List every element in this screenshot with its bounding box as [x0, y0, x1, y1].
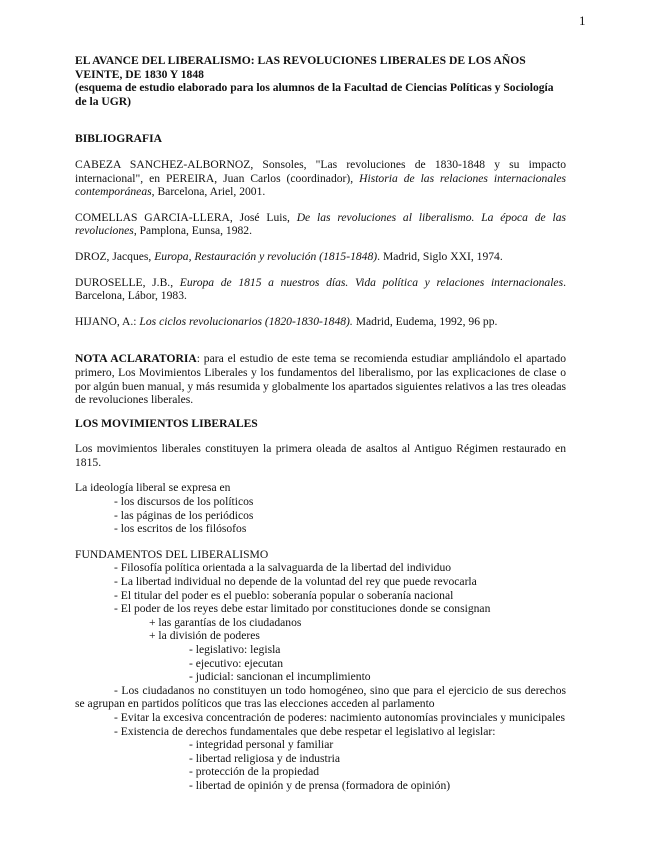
- list-item: - libertad religiosa y de industria: [189, 751, 340, 765]
- bibliography-entry: HIJANO, A.: Los ciclos revolucionarios (1820-1830-1848). Madrid, Eudema, 1992, 96 pp.: [75, 314, 498, 328]
- rights-list: [75, 738, 566, 792]
- list-item: - La libertad individual no depende de la voluntad del rey que puede revocarla: [114, 575, 477, 589]
- bibliography-entry: DROZ, Jacques, Europa, Restauración y revolución (1815-1848). Madrid, Siglo XXI, 1974.: [75, 249, 503, 263]
- page-number: 1: [579, 13, 586, 28]
- bibliography-heading: BIBLIOGRAFIA: [75, 132, 162, 146]
- bibliography-entry: CABEZA SANCHEZ-ALBORNOZ, Sonsoles, "Las revoluciones de 1830-1848 y su impacto internacional", en PEREIRA, Juan Carlos (coordinador), Historia de las relaciones internacionales contemporáneas, Barcelona, Ariel, 2001.: [75, 157, 566, 199]
- list-item: - integridad personal y familiar: [189, 738, 334, 752]
- list-item: - libertad de opinión y de prensa (formadora de opinión): [189, 778, 451, 792]
- list-item: - El titular del poder es el pueblo: soberanía popular o soberanía nacional: [114, 588, 454, 602]
- list-item: - protección de la propiedad: [189, 765, 320, 779]
- garantias-list: [75, 616, 566, 643]
- document-subtitle: (esquema de estudio elaborado para los alumnos de la Facultad de Ciencias Políticas y Sociología de la UGR): [75, 81, 554, 108]
- note-label: NOTA ACLARATORIA: [75, 352, 197, 366]
- note-paragraph: NOTA ACLARATORIA: para el estudio de este tema se recomienda estudiar ampliándolo el apartado primero, Los Movimientos Liberales y los fundamentos del liberalismo, por las explicaciones de clase o por algún buen manual, y más resumida y globalmente los apartados siguientes relativos a las tres oleadas de revoluciones liberales.: [75, 352, 566, 407]
- fundamentos-list: [75, 561, 566, 615]
- ideologia-lead: La ideología liberal se expresa en: [75, 481, 231, 495]
- list-item: - legislativo: legisla: [189, 643, 281, 656]
- list-item: - El poder de los reyes debe estar limitado por constituciones donde se consignan: [114, 602, 491, 616]
- fundamentos-paragraph: - Evitar la excesiva concentración de poderes: nacimiento autonomías provinciales y municipales: [114, 710, 566, 724]
- list-item: - las páginas de los periódicos: [114, 508, 254, 522]
- movimientos-intro: Los movimientos liberales constituyen la primera oleada de asaltos al Antiguo Régimen restaurado en 1815.: [75, 442, 566, 469]
- list-item: + la división de poderes: [149, 629, 260, 643]
- fundamentos-heading: FUNDAMENTOS DEL LIBERALISMO: [75, 547, 269, 561]
- powers-list: [75, 643, 566, 684]
- list-item: - judicial: sancionan el incumplimiento: [189, 670, 371, 684]
- bibliography-entry: DUROSELLE, J.B., Europa de 1815 a nuestros días. Vida política y relaciones internacionales. Barcelona, Lábor, 1983.: [75, 275, 566, 303]
- bibliography-entry: COMELLAS GARCIA-LLERA, José Luis, De las revoluciones al liberalismo. La época de las revoluciones, Pamplona, Eunsa, 1982.: [75, 210, 566, 238]
- list-item: - los escritos de los filósofos: [114, 522, 247, 536]
- list-item: - Filosofía política orientada a la salvaguarda de la libertad del individuo: [114, 561, 452, 575]
- fundamentos-paragraph: - Los ciudadanos no constituyen un todo homogéneo, sino que para el ejercicio de sus derechos se agrupan en partidos políticos que tras las elecciones acceden al parlamento: [75, 683, 566, 711]
- fundamentos-paragraph: - Existencia de derechos fundamentales que debe respetar el legislativo al legislar:: [114, 724, 496, 738]
- document-body: [75, 54, 566, 793]
- list-item: - ejecutivo: ejecutan: [189, 656, 283, 670]
- list-item: + las garantías de los ciudadanos: [149, 615, 302, 629]
- ideologia-list: [75, 495, 566, 536]
- list-item: - los discursos de los políticos: [114, 495, 254, 509]
- document-title: EL AVANCE DEL LIBERALISMO: LAS REVOLUCIONES LIBERALES DE LOS AÑOS VEINTE, DE 1830 Y 1848: [75, 54, 526, 81]
- movimientos-heading: LOS MOVIMIENTOS LIBERALES: [75, 416, 258, 430]
